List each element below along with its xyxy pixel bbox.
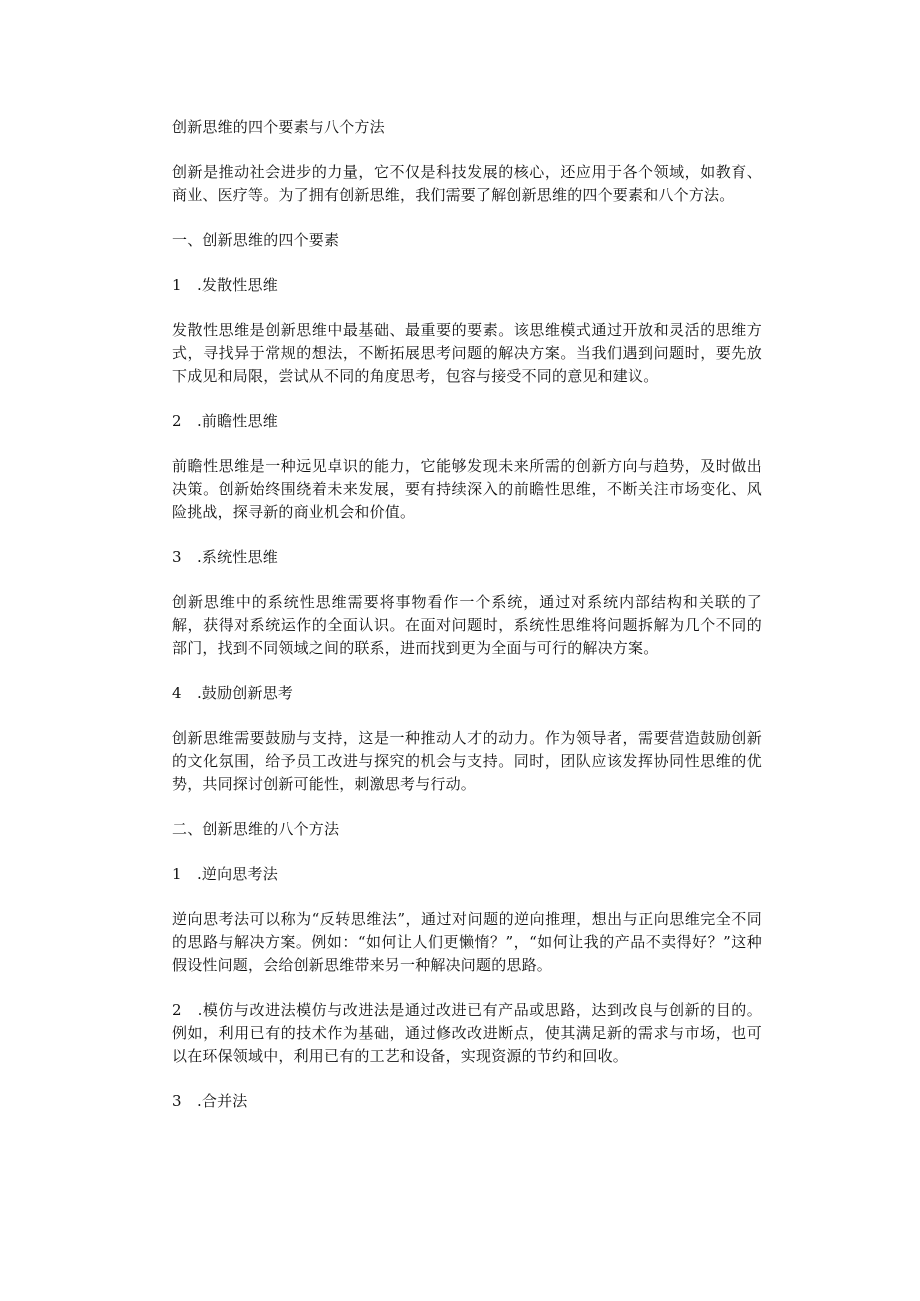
item-heading-systemic: 3 .系统性思维 [172,548,278,566]
item-body-divergent: 发散性思维是创新思维中最基础、最重要的要素。该思维模式通过开放和灵活的思维方式，寻找异于常规的想法，不断拓展思考问题的解决方案。当我们遇到问题时，要先放下成见和局限，尝试从不同的角度思考，包容与接受不同的意见和建议。 [172,321,762,385]
item-heading-encourage: 4 .鼓励创新思考 [172,684,294,702]
item-body-systemic: 创新思维中的系统性思维需要将事物看作一个系统，通过对系统内部结构和关联的了解，获得对系统运作的全面认识。在面对问题时，系统性思维将问题拆解为几个不同的部门，找到不同领域之间的联系，进而找到更为全面与可行的解决方案。 [172,593,762,657]
section-heading-elements: 一、创新思维的四个要素 [172,231,340,249]
method-imitate-improve: 2 .模仿与改进法模仿与改进法是通过改进已有产品或思路，达到改良与创新的目的。例如，利用已有的技术作为基础，通过修改改进断点，使其满足新的需求与市场，也可以在环保领域中，利用已有的工艺和设备，实现资源的节约和回收。 [172,1001,762,1065]
intro-paragraph: 创新是推动社会进步的力量，它不仅是科技发展的核心，还应用于各个领域，如教育、商业、医疗等。为了拥有创新思维，我们需要了解创新思维的四个要素和八个方法。 [172,163,762,204]
item-body-encourage: 创新思维需要鼓励与支持，这是一种推动人才的动力。作为领导者，需要营造鼓励创新的文化氛围，给予员工改进与探究的机会与支持。同时，团队应该发挥协同性思维的优势，共同探讨创新可能性，刺激思考与行动。 [172,729,762,793]
item-heading-divergent: 1 .发散性思维 [172,276,278,294]
document-title: 创新思维的四个要素与八个方法 [172,118,385,136]
item-body-forward: 前瞻性思维是一种远见卓识的能力，它能够发现未来所需的创新方向与趋势，及时做出决策。创新始终围绕着未来发展，要有持续深入的前瞻性思维，不断关注市场变化、风险挑战，探寻新的商业机会和价值。 [172,457,762,521]
method-heading-merge: 3 .合并法 [172,1092,248,1110]
method-body-reverse: 逆向思考法可以称为“反转思维法”，通过对问题的逆向推理，想出与正向思维完全不同的思路与解决方案。例如：“如何让人们更懒惰？”，“如何让我的产品不卖得好？”这种假设性问题，会给创新思维带来另一种解决问题的思路。 [172,910,762,974]
section-heading-methods: 二、创新思维的八个方法 [172,820,340,838]
method-heading-reverse: 1 .逆向思考法 [172,865,278,883]
item-heading-forward: 2 .前瞻性思维 [172,412,278,430]
document-page [172,116,762,1135]
